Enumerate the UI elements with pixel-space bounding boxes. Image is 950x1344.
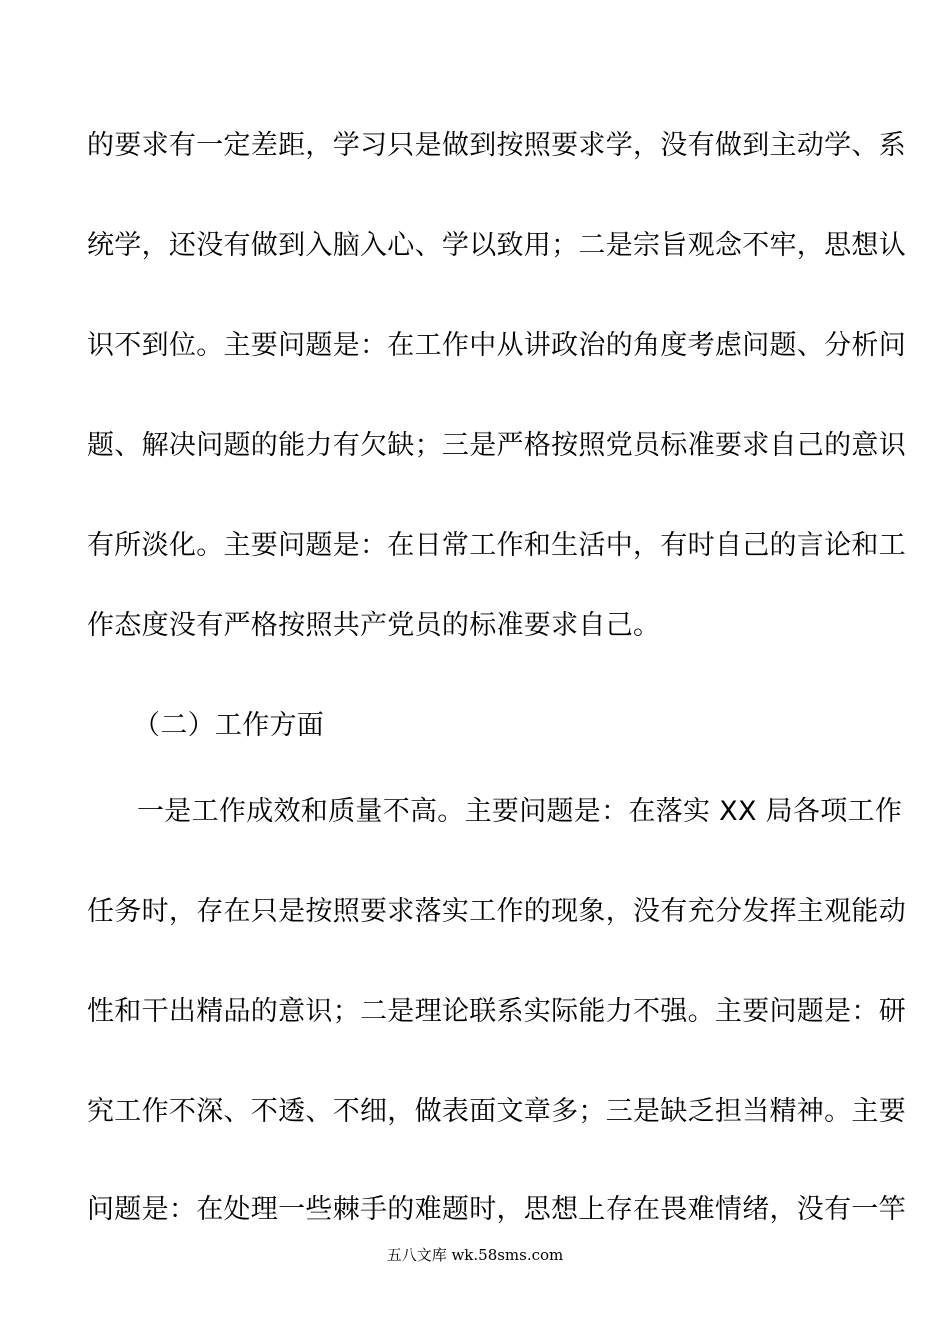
- paragraph-line-2: 统学，还没有做到入脑入心、学以致用；二是宗旨观念不牢，思想认: [87, 230, 906, 261]
- paragraph-line-3: 识不到位。主要问题是：在工作中从讲政治的角度考虑问题、分析问: [87, 330, 906, 361]
- section-heading: （二）工作方面: [133, 710, 325, 741]
- paragraph-line-5: 有所淡化。主要问题是：在日常工作和生活中，有时自己的言论和工: [87, 530, 906, 561]
- paragraph-line-6: 作态度没有严格按照共产党员的标准要求自己。: [87, 610, 661, 641]
- paragraph-line-11: 究工作不深、不透、不细，做表面文章多；三是缺乏担当精神。主要: [87, 1096, 906, 1127]
- footer-watermark: 五八文库 wk.58sms.com: [386, 1246, 564, 1264]
- paragraph-line-10: 性和干出精品的意识；二是理论联系实际能力不强。主要问题是：研: [87, 996, 906, 1027]
- paragraph-line-4: 题、解决问题的能力有欠缺；三是严格按照党员标准要求自己的意识: [87, 430, 906, 461]
- paragraph-line-12: 问题是：在处理一些棘手的难题时，思想上存在畏难情绪，没有一竿: [87, 1194, 906, 1225]
- paragraph-line-8: 一是工作成效和质量不高。主要问题是：在落实 XX 局各项工作: [137, 796, 903, 827]
- paragraph-line-1: 的要求有一定差距，学习只是做到按照要求学，没有做到主动学、系: [87, 130, 906, 161]
- paragraph-line-9: 任务时，存在只是按照要求落实工作的现象，没有充分发挥主观能动: [87, 896, 906, 927]
